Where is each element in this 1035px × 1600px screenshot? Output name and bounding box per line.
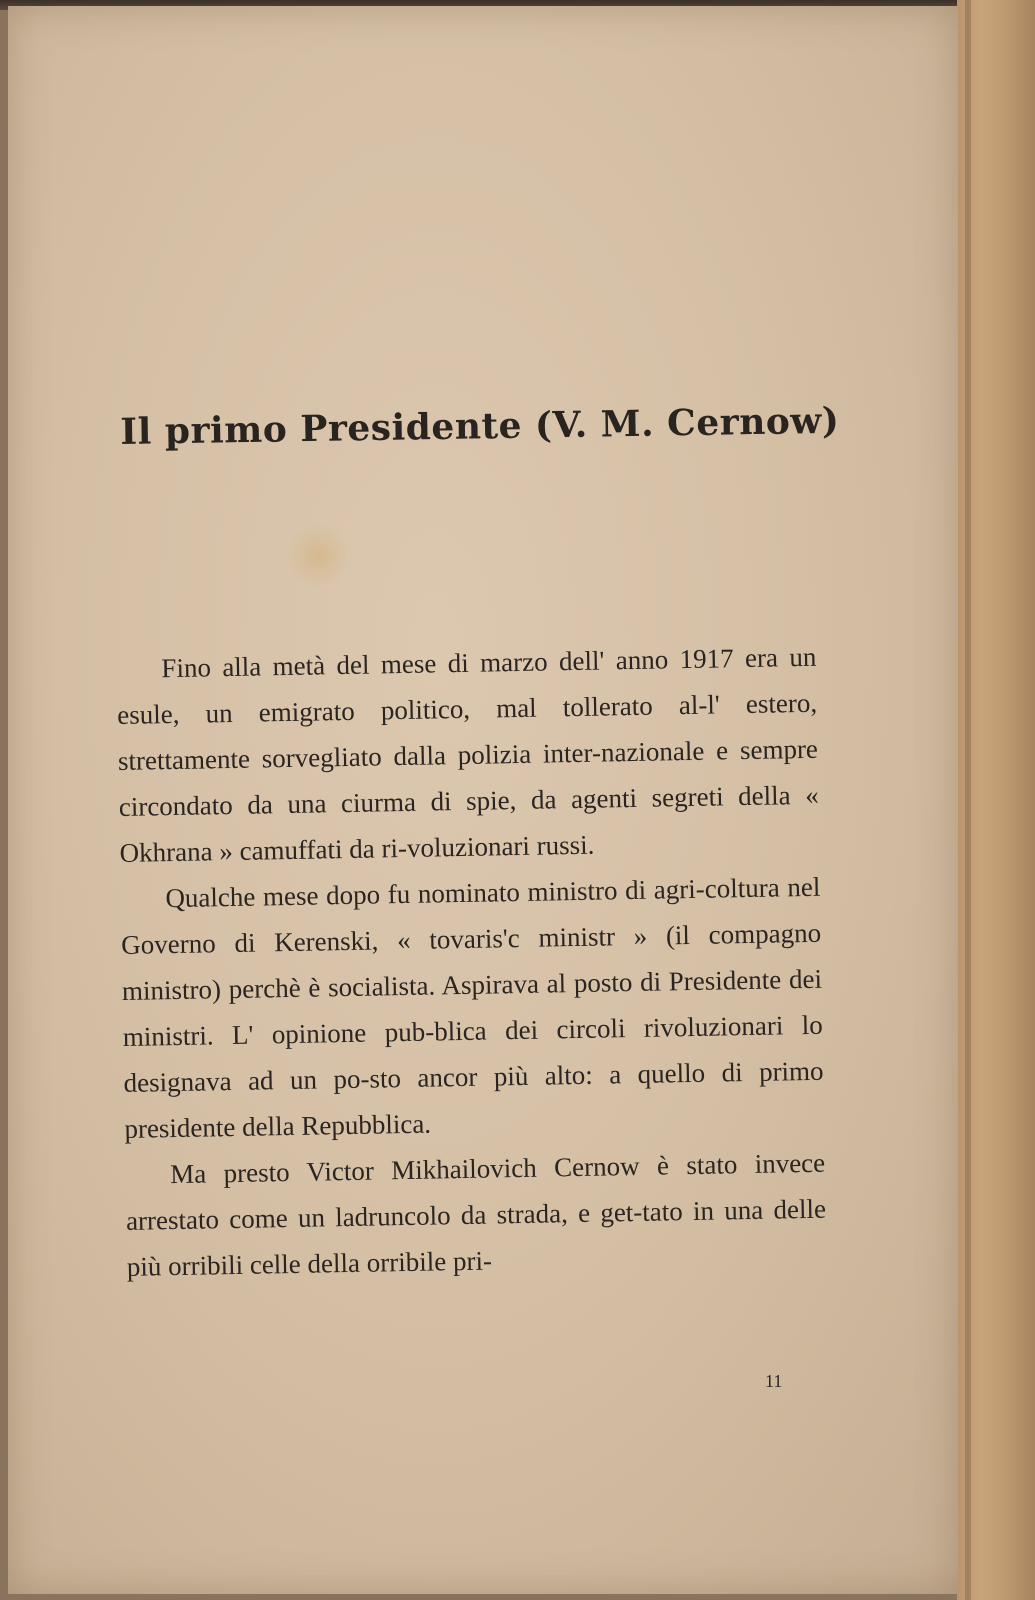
- paragraph-2: Qualche mese dopo fu nominato ministro di agri-coltura nel Governo di Kerenski, « tovaris'c ministr » (il compagno ministro) perchè è socialista. Aspirava al posto di Presidente dei ministri. L' opinione pub-blica dei circoli rivoluzionari lo designava ad un po-sto ancor più alto: a quello di primo presidente della Repubblica.: [120, 871, 824, 1144]
- paragraph-1: Fino alla metà del mese di marzo dell' anno 1917 era un esule, un emigrato politico, mal tollerato al-l' estero, strettamente sorvegliato dalla polizia inter-nazionale e sempre circondato da una ciurma di spie, da agenti segreti della « Okhrana » camuffati da ri-voluzionari russi.: [116, 641, 819, 868]
- book-edge: [957, 0, 1035, 1600]
- book-page: [8, 6, 958, 1594]
- chapter-title: Il primo Presidente (V. M. Cernow): [120, 399, 840, 453]
- body-text: [116, 634, 827, 1290]
- paragraph-3: Ma presto Victor Mikhailovich Cernow è stato invece arrestato come un ladruncolo da strada, e get-tato in una delle più orribili celle della orribile pri-: [125, 1147, 827, 1282]
- paper-stain: [288, 521, 348, 591]
- page-number: 11: [765, 1371, 783, 1391]
